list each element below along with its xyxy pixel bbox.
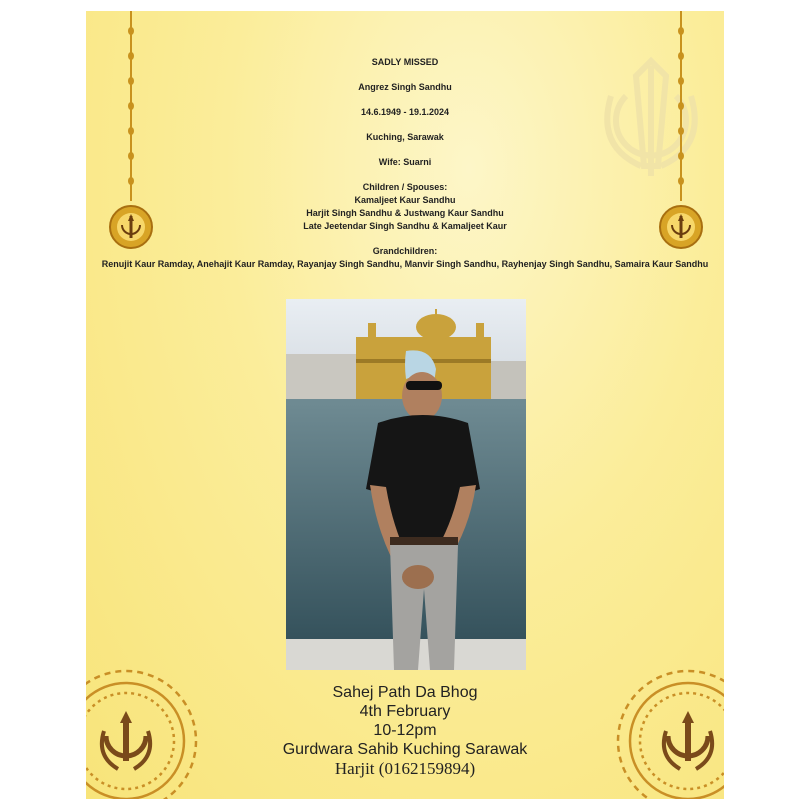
life-dates: 14.6.1949 - 19.1.2024 [360, 107, 450, 117]
memorial-card [86, 11, 724, 799]
event-venue: Gurdwara Sahib Kuching Sarawak [282, 741, 528, 758]
event-date: 4th February [359, 703, 451, 720]
wife: Wife: Suarni [378, 157, 432, 167]
location: Kuching, Sarawak [366, 132, 444, 142]
grandchildren-label: Grandchildren: [372, 246, 438, 256]
obituary-details [86, 56, 724, 271]
children-line: Harjit Singh Sandhu & Justwang Kaur Sandhu [306, 208, 504, 218]
children-label: Children / Spouses: [362, 182, 448, 192]
memorial-photo [286, 299, 526, 670]
event-title: Sahej Path Da Bhog [332, 684, 478, 701]
event-time: 10-12pm [373, 722, 437, 739]
deceased-name: Angrez Singh Sandhu [358, 82, 452, 92]
contact: Harjit (0162159894) [334, 759, 476, 778]
children-line: Kamaljeet Kaur Sandhu [354, 195, 456, 205]
grandchildren-list: Renujit Kaur Ramday, Anehajit Kaur Ramday, Rayanjay Singh Sandhu, Manvir Singh Sandhu, Rayhenjay Singh Sandhu, Samaira Kaur Sandhu [101, 259, 709, 269]
children-line: Late Jeetendar Singh Sandhu & Kamaljeet Kaur [303, 221, 507, 231]
service-details [86, 683, 724, 778]
heading: SADLY MISSED [371, 57, 439, 67]
